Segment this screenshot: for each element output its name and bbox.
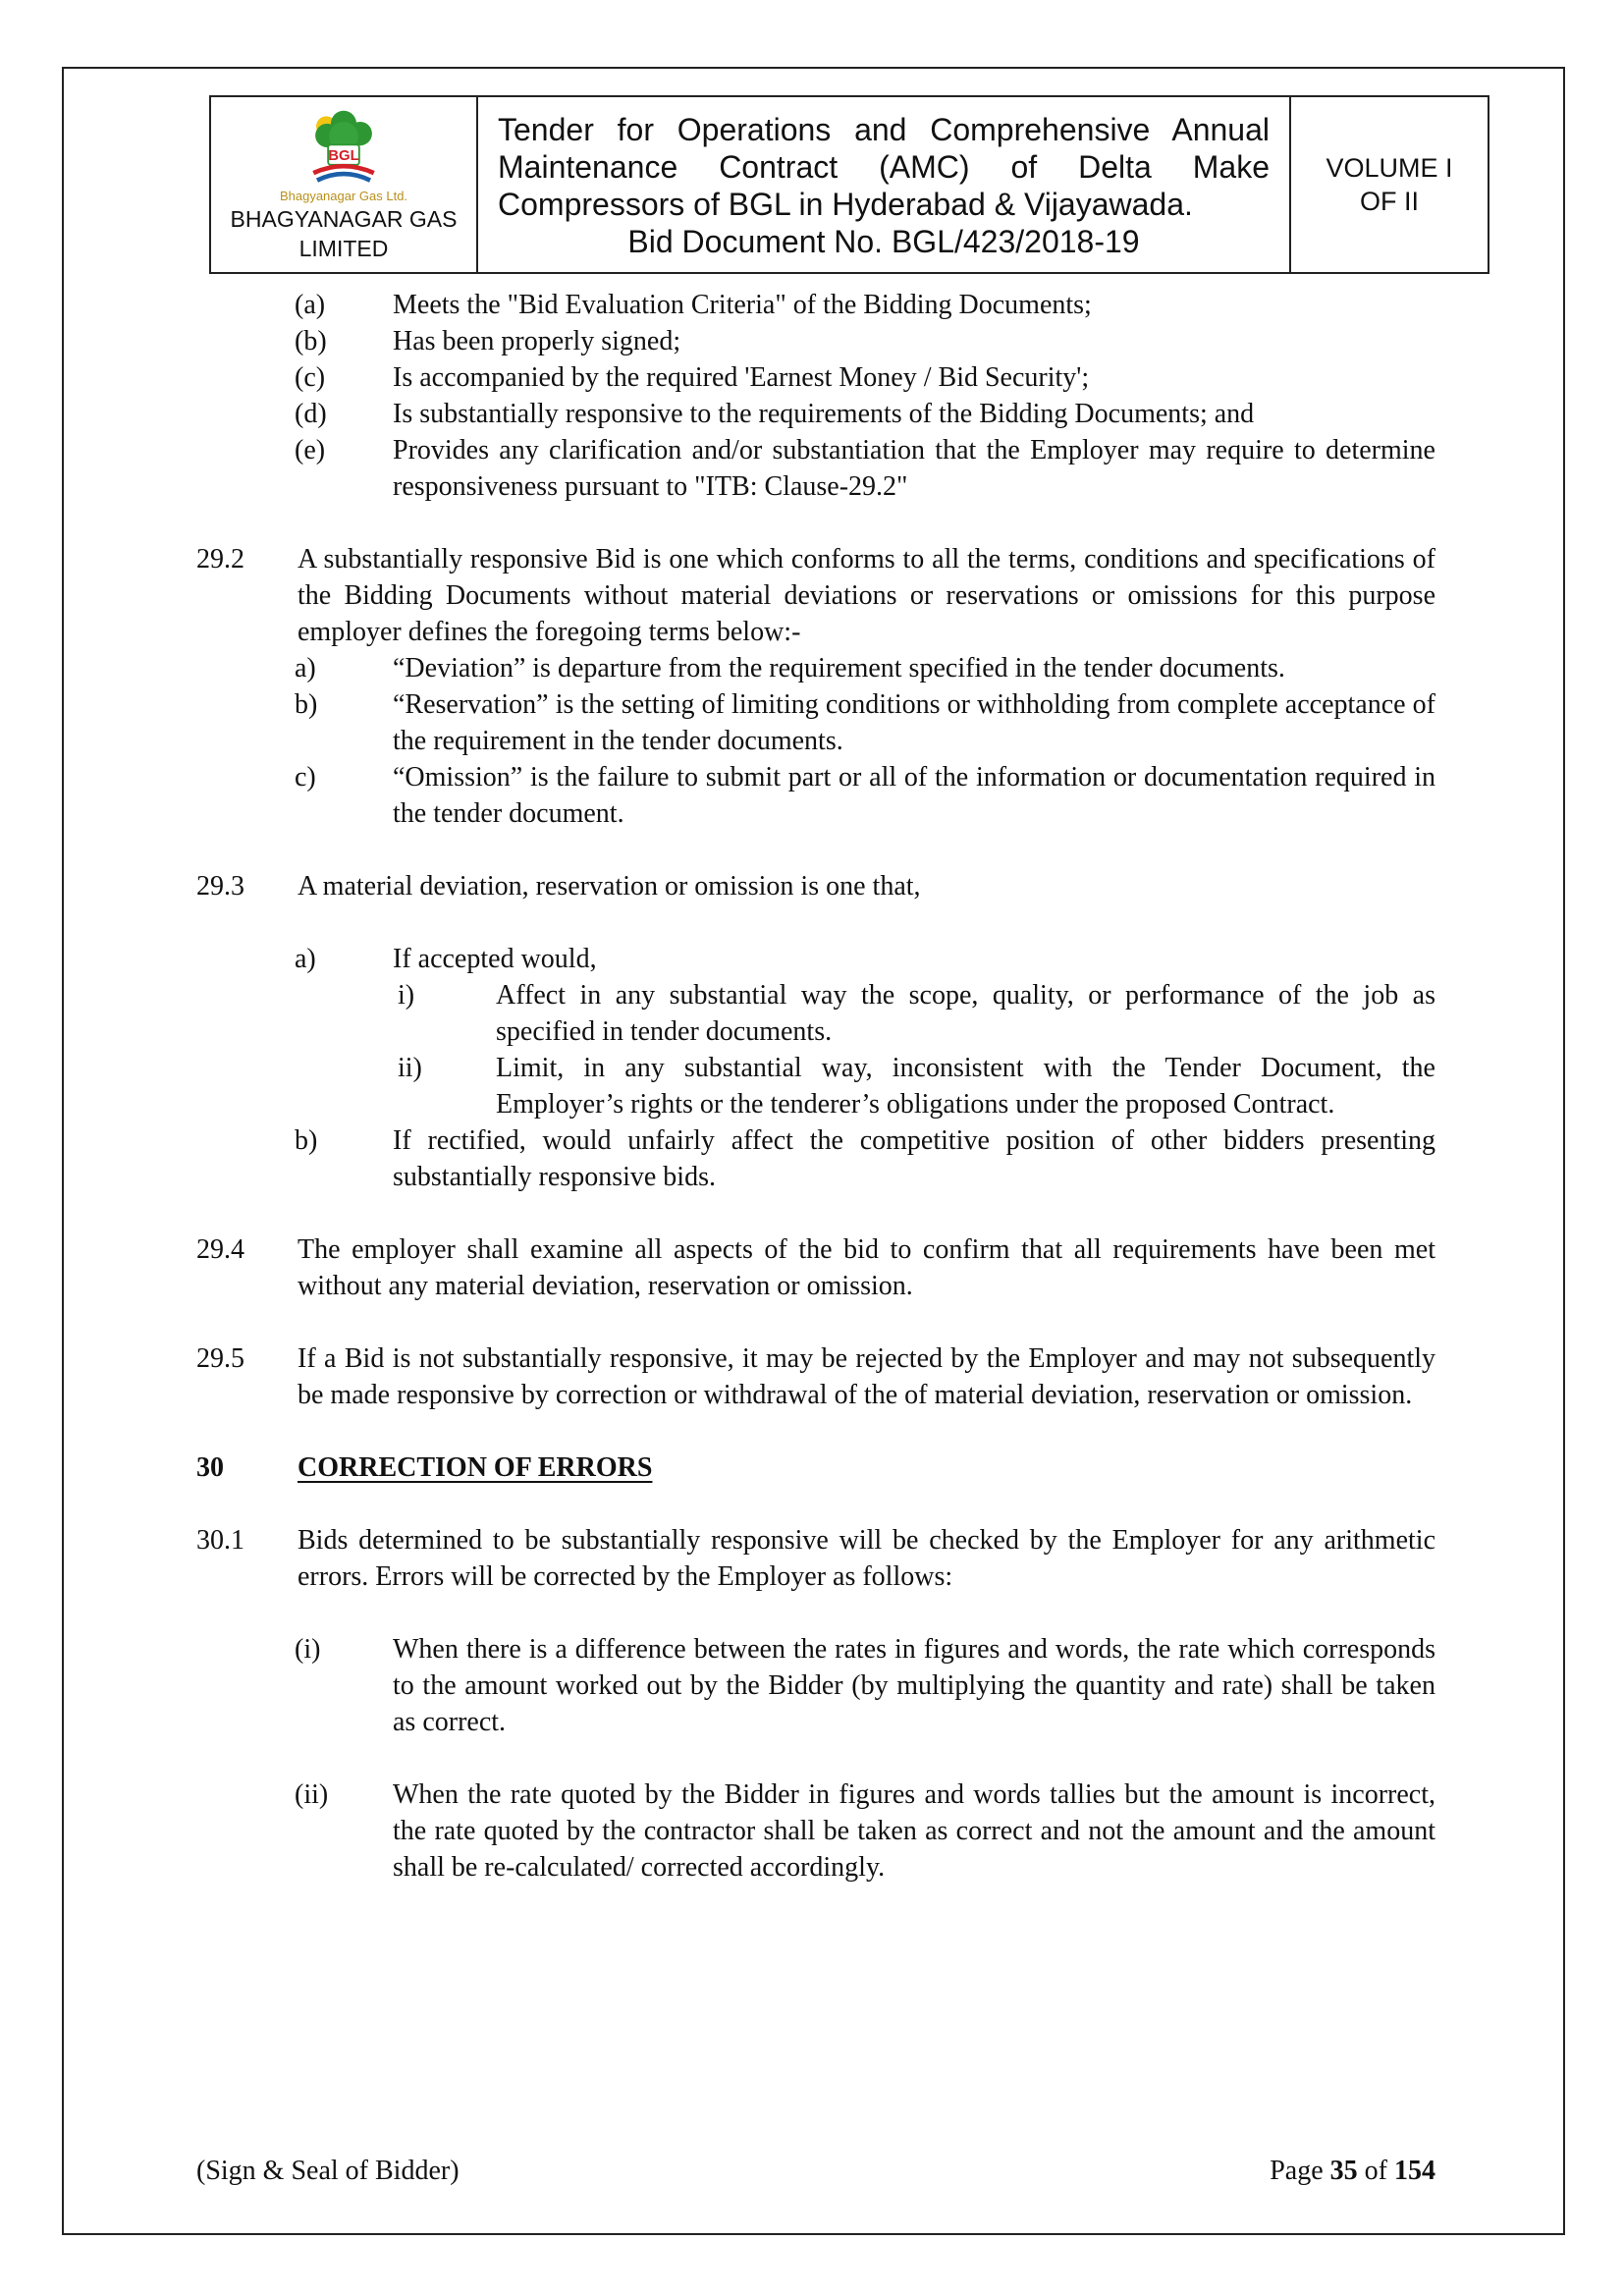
document-body — [196, 287, 1435, 1922]
list-item-c — [196, 359, 1435, 396]
sign-seal-note: (Sign & Seal of Bidder) — [196, 2156, 460, 2186]
sub-item-b — [196, 1122, 1435, 1195]
section-29-2 — [196, 541, 1435, 832]
sub-item-a — [196, 941, 1435, 977]
roman-item-marker: ii) — [398, 1053, 422, 1083]
list-marker: (c) — [295, 362, 326, 393]
sub-item-c — [196, 759, 1435, 832]
sub-item-text: If rectified, would unfairly affect the competitive position of other bidders presenting substantially responsive bids. — [393, 1125, 1435, 1192]
title-cell — [478, 97, 1291, 272]
sub-item-text: When the rate quoted by the Bidder in figures and words tallies but the amount is incorrect, the rate quoted by the contractor shall be taken as correct and not the amount and the amount shall be re-calculated/ corrected accordingly. — [393, 1779, 1435, 1883]
section-number: 29.2 — [196, 544, 244, 574]
sub-item-ii — [196, 1777, 1435, 1886]
sub-item-marker: (ii) — [295, 1779, 329, 1810]
section-text: The employer shall examine all aspects of the bid to confirm that all requirements have been met without any material deviation, reservation or omission. — [298, 1234, 1435, 1301]
section-number: 29.4 — [196, 1234, 244, 1265]
section-number: 29.5 — [196, 1343, 244, 1374]
section-paragraph — [196, 868, 1435, 904]
section-text: A material deviation, reservation or omission is one that, — [298, 871, 921, 902]
bid-document-number: Bid Document No. BGL/423/2018-19 — [627, 224, 1140, 259]
sub-item-marker: a) — [295, 944, 316, 974]
sub-item-row — [196, 1777, 1435, 1886]
section-29-3 — [196, 868, 1435, 1195]
sub-item-marker: a) — [295, 653, 316, 683]
section-29-4 — [196, 1231, 1435, 1304]
roman-item-text: Limit, in any substantial way, inconsistent with the Tender Document, the Employer’s rights or the tenderer’s obligations under the proposed Contract. — [496, 1053, 1435, 1120]
volume-line1: VOLUME I — [1326, 153, 1453, 183]
section-text: If a Bid is not substantially responsive, it may be rejected by the Employer and may not subsequently be made responsive by correction or withdrawal of the of material deviation, reservation or omission. — [298, 1343, 1435, 1410]
roman-item-i — [196, 977, 1435, 1050]
page-indicator — [1270, 2153, 1435, 2189]
sub-item-row — [196, 1631, 1435, 1740]
roman-item-ii — [196, 1050, 1435, 1122]
list-marker: (b) — [295, 326, 327, 356]
volume-cell — [1291, 97, 1488, 272]
sub-item-text: “Reservation” is the setting of limiting conditions or withholding from complete acceptance of the requirement in the tender documents. — [393, 689, 1435, 756]
section-paragraph — [196, 1231, 1435, 1304]
section-29-5 — [196, 1340, 1435, 1413]
sub-item-marker: c) — [295, 762, 316, 793]
list-item-b — [196, 323, 1435, 359]
section-paragraph — [196, 1522, 1435, 1595]
heading-text: CORRECTION OF ERRORS — [298, 1452, 653, 1483]
section-30-heading — [196, 1449, 1435, 1486]
tender-title-line1: Tender for Operations and Comprehensive Annual — [498, 112, 1270, 147]
list-marker: (d) — [295, 399, 327, 429]
section-paragraph — [196, 541, 1435, 650]
roman-item-marker: i) — [398, 980, 415, 1011]
page-total: 154 — [1394, 2156, 1435, 2186]
bgl-logo-icon — [293, 108, 395, 189]
org-name-line1: BHAGYANAGAR GAS — [230, 205, 458, 232]
list-text: Provides any clarification and/or substantiation that the Employer may require to determine responsiveness pursuant to "ITB: Clause-29.2" — [393, 435, 1435, 502]
logo-caption: Bhagyanagar Gas Ltd. — [279, 188, 408, 203]
sub-item-marker: b) — [295, 1125, 318, 1156]
sub-item-text: If accepted would, — [393, 944, 597, 974]
org-name-line2: LIMITED — [298, 235, 389, 261]
sub-item-text: “Omission” is the failure to submit part or all of the information or documentation required in the tender document. — [393, 762, 1435, 829]
volume-line2: OF II — [1360, 187, 1419, 216]
section-text: A substantially responsive Bid is one which conforms to all the terms, conditions and specifications of the Bidding Documents without material deviations or reservations or omissions for this purpose employer defines the foregoing terms below:- — [298, 544, 1435, 647]
intro-list — [196, 287, 1435, 505]
list-text: Is accompanied by the required 'Earnest Money / Bid Security'; — [393, 362, 1090, 393]
sub-item-marker: b) — [295, 689, 318, 720]
sub-item-b — [196, 686, 1435, 759]
list-item-d — [196, 396, 1435, 432]
of-word: of — [1357, 2156, 1394, 2186]
list-item-e — [196, 432, 1435, 505]
document-header — [209, 95, 1489, 274]
tender-title-line3: Compressors of BGL in Hyderabad & Vijayawada. — [498, 187, 1193, 222]
sub-item-i — [196, 1631, 1435, 1740]
list-marker: (a) — [295, 290, 326, 320]
logo-cell — [211, 97, 478, 272]
list-text: Has been properly signed; — [393, 326, 681, 356]
section-number: 30 — [196, 1452, 224, 1483]
list-text: Meets the "Bid Evaluation Criteria" of the Bidding Documents; — [393, 290, 1092, 320]
sub-item-a — [196, 650, 1435, 686]
sub-item-text: “Deviation” is departure from the requirement specified in the tender documents. — [393, 653, 1285, 683]
sub-item-text: When there is a difference between the rates in figures and words, the rate which corresponds to the amount worked out by the Bidder (by multiplying the quantity and rate) shall be taken as correct. — [393, 1634, 1435, 1737]
section-text: Bids determined to be substantially responsive will be checked by the Employer for any arithmetic errors. Errors will be corrected by the Employer as follows: — [298, 1525, 1435, 1592]
section-number: 29.3 — [196, 871, 244, 902]
list-item-a — [196, 287, 1435, 323]
logo-acronym: BGL — [328, 147, 359, 164]
tender-title-line2: Maintenance Contract (AMC) of Delta Make — [498, 149, 1270, 185]
page-number: 35 — [1329, 2156, 1358, 2186]
heading-row — [196, 1449, 1435, 1486]
page-footer — [196, 2153, 1435, 2189]
list-text: Is substantially responsive to the requirements of the Bidding Documents; and — [393, 399, 1255, 429]
section-paragraph — [196, 1340, 1435, 1413]
sub-item-marker: (i) — [295, 1634, 321, 1665]
page-word: Page — [1270, 2156, 1330, 2186]
section-30-1 — [196, 1522, 1435, 1595]
section-number: 30.1 — [196, 1525, 244, 1556]
roman-item-text: Affect in any substantial way the scope, quality, or performance of the job as specified in tender documents. — [496, 980, 1435, 1047]
list-marker: (e) — [295, 435, 326, 465]
